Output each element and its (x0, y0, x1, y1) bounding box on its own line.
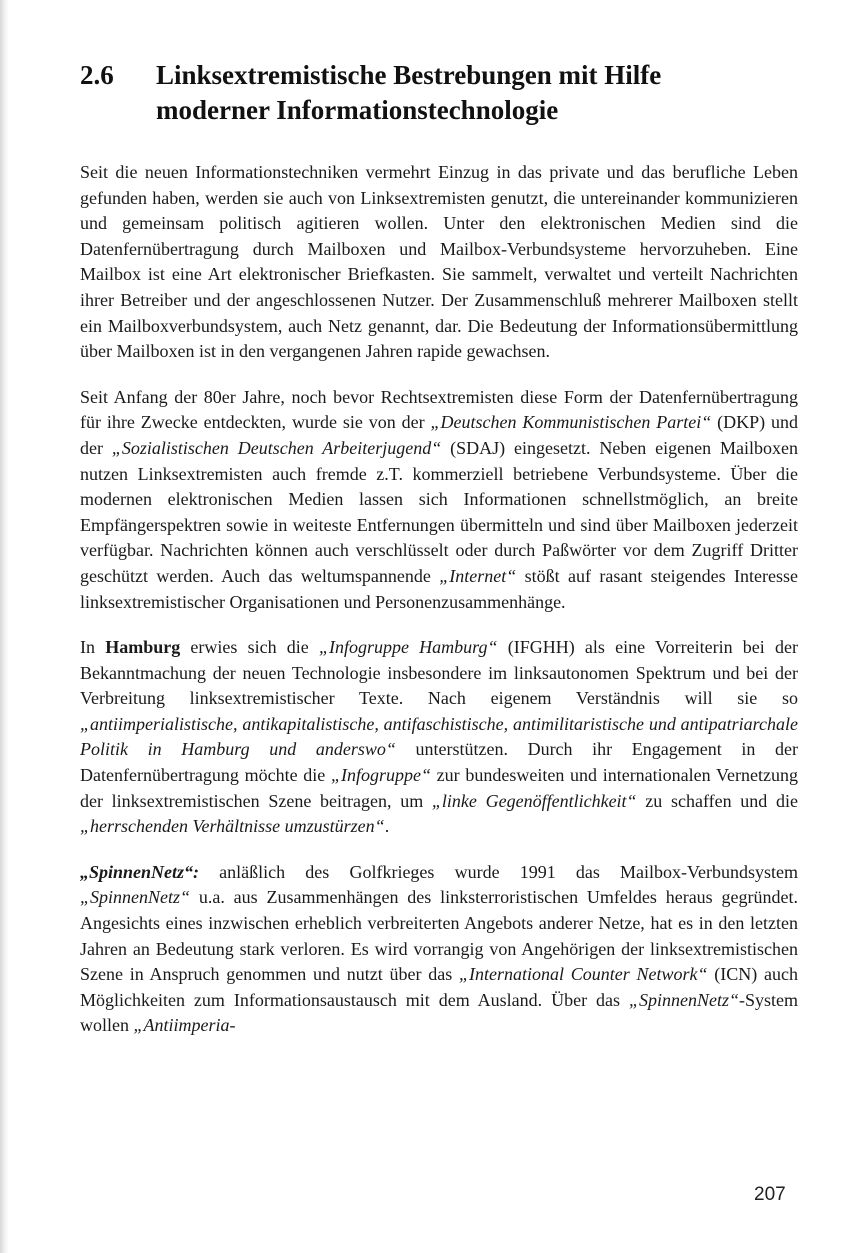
lead-term: „SpinnenNetz“: (80, 861, 200, 882)
text-run: u.a. aus Zusammenhängen des linksterroristischen Umfeldes heraus gegründet. Angesichts eines inzwischen erheblich verbreiterten Angebots anderer Netze, hat es in den letzten Jahren an Bedeutung stark verloren. Es wird vorrangig von Angehörigen der linksextremistischen Szene in Anspruch genommen und nutzt über das (80, 887, 798, 985)
italic-term: „Infogruppe“ (330, 765, 431, 786)
body-text (80, 160, 798, 1059)
italic-term: „linke Gegenöffentlichkeit“ (431, 790, 637, 811)
italic-term: „herrschenden Verhältnisse umzustürzen“ (80, 816, 385, 837)
text-run: unterstützen. Durch ihr Engagement in der Datenfernübertragung möchte die (80, 739, 798, 786)
scan-page-edge (0, 0, 9, 1253)
text-run: zu schaffen und die (636, 790, 798, 811)
bold-italic-lead (80, 862, 199, 882)
text-run: erwies sich die (180, 637, 319, 658)
text-run: Seit Anfang der 80er Jahre, noch bevor Rechtsextremisten diese Form der Datenfernübertragung für ihre Zwecke entdeckten, wurde sie von der (80, 386, 798, 433)
text-run: (ICN) auch Möglichkeiten zum Informationsaustausch mit dem Ausland. Über das (80, 964, 798, 1010)
paragraph-3 (80, 635, 798, 840)
text-run: In (80, 637, 106, 658)
text-run: anläßlich des Golfkrieges wurde 1991 das Mailbox-Verbundsystem (199, 861, 798, 882)
page-number: 207 (754, 1184, 786, 1205)
italic-term: „Infogruppe Hamburg“ (318, 637, 498, 658)
text-run: stößt auf rasant steigendes Interesse linksextremistischer Organisationen und Personenzusammenhänge. (80, 565, 798, 612)
italic-quote: „antiimperialistische, antikapitalistische, antifaschistische, antimilitaristische und antipatriarchale Politik in Hamburg und anderswo“ (80, 713, 798, 760)
italic-term: „SpinnenNetz“ (80, 887, 191, 908)
text-run: (SDAJ) eingesetzt. Neben eigenen Mailboxen nutzen Linksextremisten auch fremde z.T. kommerziell betriebene Verbundsysteme. Über die modernen elektronischen Medien lassen sich Informationen schnellstmöglich, an breite Empfängerspektren sowie in weiteste Entfernungen übermitteln und sind über Mailboxen jederzeit verfügbar. Nachrichten können auch verschlüsselt oder durch Paßwörter vor dem Zugriff Dritter geschützt werden. Auch das weltumspannende (80, 437, 798, 586)
italic-term: „Sozialistischen Deutschen Arbeiterjugend“ (111, 437, 442, 458)
italic-term: „International Counter Network“ (458, 964, 708, 985)
paragraph-2 (80, 385, 798, 615)
paragraph-4 (80, 860, 798, 1039)
text-run: zur bundesweiten und internationalen Vernetzung der linksextremistischen Szene beitragen, um (80, 765, 798, 811)
section-title: Linksextremistische Bestrebungen mit Hilfe moderner Informationstechnologie (156, 60, 662, 125)
section-number: 2.6 (80, 60, 114, 90)
text-run: . (384, 816, 390, 837)
italic-term: „Antiimperia- (133, 1015, 236, 1036)
italic-term: „SpinnenNetz“ (628, 989, 739, 1010)
text-run: (DKP) und der (80, 412, 799, 458)
italic-term: „Deutschen Kommunistischen Partei“ (430, 412, 712, 433)
text-run: -System wollen (80, 989, 798, 1036)
italic-term: „Internet“ (439, 565, 517, 586)
bold-term: Hamburg (105, 637, 181, 658)
paragraph-1: Seit die neuen Informationstechniken vermehrt Einzug in das private und das berufliche Leben gefunden haben, werden sie auch von Linksextremisten genutzt, die untereinander kommunizieren und gemeinsam politisch agitieren wollen. Unter den elektronischen Medien sind die Datenfernübertragung durch Mailboxen und Mailbox-Verbundsysteme hervorzuheben. Eine Mailbox ist eine Art elektronischer Briefkasten. Sie sammelt, verwaltet und verteilt Nachrichten ihrer Betreiber und der angeschlossenen Nutzer. Der Zusammenschluß mehrerer Mailboxen stellt ein Mailboxverbundsystem, auch Netz genannt, dar. Die Bedeutung der Informationsübermittlung über Mailboxen ist in den vergangenen Jahren rapide gewachsen. (80, 162, 798, 362)
text-run: (IFGHH) als eine Vorreiterin bei der Bekanntmachung der neuen Technologie insbesondere im linksautonomen Spektrum und bei der Verbreitung linksextremistischer Texte. Nach eigenem Verständnis will sie so (80, 637, 798, 709)
